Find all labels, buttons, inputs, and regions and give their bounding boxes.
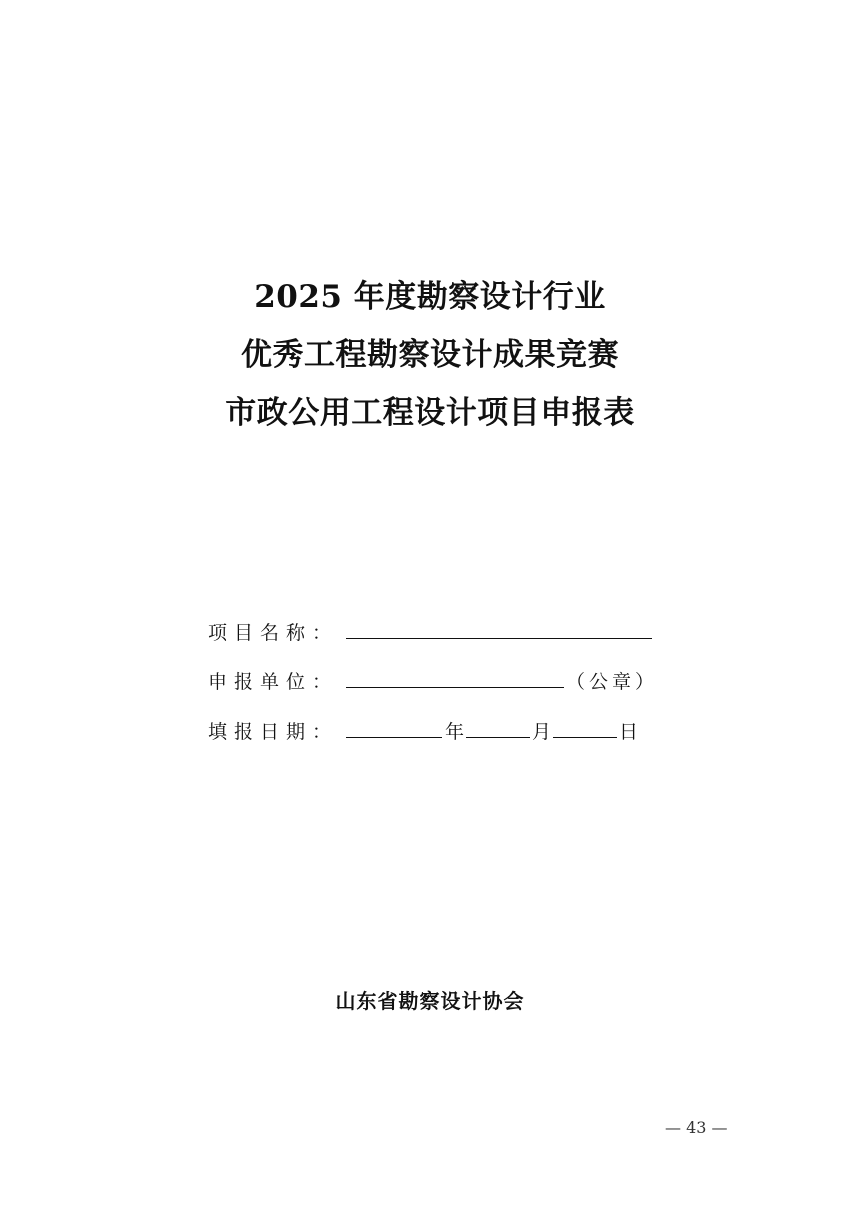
- date-label: 填报日期：: [208, 721, 339, 743]
- day-unit: 日: [619, 721, 639, 743]
- project-name-row: [208, 612, 668, 648]
- official-seal-note: （公章）: [566, 671, 659, 693]
- month-unit: 月: [532, 721, 552, 743]
- project-name-field[interactable]: [346, 638, 652, 639]
- title-line-2: 优秀工程勘察设计成果竞赛: [241, 337, 619, 373]
- project-name-label: 项目名称：: [208, 622, 339, 644]
- applicant-field[interactable]: [346, 687, 564, 688]
- date-row: [208, 711, 668, 747]
- title-line-3: 市政公用工程设计项目申报表: [225, 395, 635, 431]
- applicant-row: [208, 661, 668, 697]
- title-line-1: 2025 年度勘察设计行业: [254, 279, 606, 315]
- day-field[interactable]: [553, 737, 617, 738]
- page-number: — 43 —: [665, 1118, 728, 1137]
- year-field[interactable]: [346, 737, 442, 738]
- applicant-label: 申报单位：: [208, 671, 339, 693]
- year-unit: 年: [445, 721, 465, 743]
- title-block: [0, 268, 860, 442]
- organization-name: 山东省勘察设计协会: [335, 989, 525, 1013]
- month-field[interactable]: [466, 737, 530, 738]
